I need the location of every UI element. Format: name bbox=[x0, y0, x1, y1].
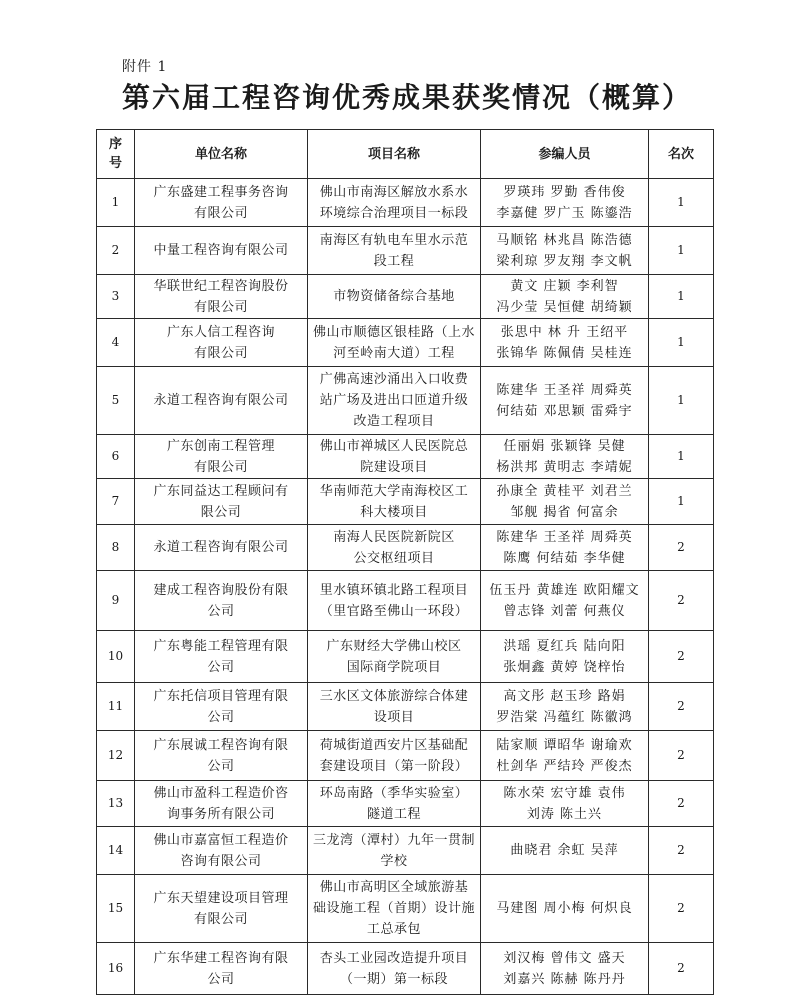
table-row bbox=[97, 319, 714, 367]
cell-unit: 广东盛建工程事务咨询 有限公司 bbox=[135, 179, 308, 227]
cell-no: 2 bbox=[97, 227, 135, 275]
table-body bbox=[97, 179, 714, 995]
table-row bbox=[97, 571, 714, 631]
cell-unit: 佛山市盈科工程造价咨 询事务所有限公司 bbox=[135, 781, 308, 827]
cell-rank: 2 bbox=[649, 683, 714, 731]
column-header-project: 项目名称 bbox=[308, 130, 481, 179]
cell-rank: 2 bbox=[649, 827, 714, 875]
cell-no: 9 bbox=[97, 571, 135, 631]
table-row bbox=[97, 435, 714, 479]
table-row bbox=[97, 683, 714, 731]
table-row bbox=[97, 731, 714, 781]
attachment-label: 附件 1 bbox=[122, 59, 168, 75]
cell-project: 三水区文体旅游综合体建 设项目 bbox=[308, 683, 481, 731]
cell-unit: 广东同益达工程顾问有 限公司 bbox=[135, 479, 308, 525]
cell-members: 高文彤 赵玉珍 路娟 罗浩棠 冯蕴红 陈徽鸿 bbox=[481, 683, 649, 731]
cell-project: 佛山市南海区解放水系水 环境综合治理项目一标段 bbox=[308, 179, 481, 227]
cell-no: 6 bbox=[97, 435, 135, 479]
cell-rank: 2 bbox=[649, 943, 714, 995]
column-header-rank: 名次 bbox=[649, 130, 714, 179]
cell-no: 5 bbox=[97, 367, 135, 435]
cell-members: 伍玉丹 黄雄连 欧阳耀文 曾志锋 刘蕾 何燕仪 bbox=[481, 571, 649, 631]
table-row bbox=[97, 179, 714, 227]
cell-unit: 佛山市嘉富恒工程造价 咨询有限公司 bbox=[135, 827, 308, 875]
cell-unit: 广东展诚工程咨询有限 公司 bbox=[135, 731, 308, 781]
cell-project: 杏头工业园改造提升项目 （一期）第一标段 bbox=[308, 943, 481, 995]
cell-project: 三龙湾（潭村）九年一贯制 学校 bbox=[308, 827, 481, 875]
cell-no: 1 bbox=[97, 179, 135, 227]
cell-unit: 广东粤能工程管理有限 公司 bbox=[135, 631, 308, 683]
cell-unit: 广东创南工程管理 有限公司 bbox=[135, 435, 308, 479]
table-row bbox=[97, 781, 714, 827]
cell-unit: 华联世纪工程咨询股份 有限公司 bbox=[135, 275, 308, 319]
cell-rank: 2 bbox=[649, 731, 714, 781]
cell-project: 荷城街道西安片区基础配 套建设项目（第一阶段） bbox=[308, 731, 481, 781]
cell-rank: 1 bbox=[649, 275, 714, 319]
table-header-row bbox=[97, 130, 714, 179]
cell-no: 14 bbox=[97, 827, 135, 875]
cell-project: 佛山市高明区全域旅游基 础设施工程（首期）设计施 工总承包 bbox=[308, 875, 481, 943]
cell-members: 陈建华 王圣祥 周舜英 陈鹰 何结茹 李华健 bbox=[481, 525, 649, 571]
cell-rank: 2 bbox=[649, 875, 714, 943]
cell-members: 马顺铭 林兆昌 陈浩德 梁利琼 罗友翔 李文帆 bbox=[481, 227, 649, 275]
cell-project: 南海区有轨电车里水示范 段工程 bbox=[308, 227, 481, 275]
cell-unit: 中量工程咨询有限公司 bbox=[135, 227, 308, 275]
cell-no: 16 bbox=[97, 943, 135, 995]
cell-members: 刘汉梅 曾伟文 盛天 刘嘉兴 陈赫 陈丹丹 bbox=[481, 943, 649, 995]
table-row bbox=[97, 479, 714, 525]
table-row bbox=[97, 367, 714, 435]
cell-rank: 1 bbox=[649, 367, 714, 435]
cell-no: 10 bbox=[97, 631, 135, 683]
cell-unit: 广东人信工程咨询 有限公司 bbox=[135, 319, 308, 367]
table-row bbox=[97, 227, 714, 275]
cell-members: 陈建华 王圣祥 周舜英 何结茹 邓思颖 雷舜宇 bbox=[481, 367, 649, 435]
cell-unit: 广东天望建设项目管理 有限公司 bbox=[135, 875, 308, 943]
cell-project: 南海人民医院新院区 公交枢纽项目 bbox=[308, 525, 481, 571]
cell-project: 环岛南路（季华实验室） 隧道工程 bbox=[308, 781, 481, 827]
cell-no: 15 bbox=[97, 875, 135, 943]
cell-rank: 2 bbox=[649, 781, 714, 827]
cell-members: 罗瑛玮 罗勤 香伟俊 李嘉健 罗广玉 陈鎏浩 bbox=[481, 179, 649, 227]
cell-no: 3 bbox=[97, 275, 135, 319]
cell-members: 陆家顺 谭昭华 谢瑜欢 杜剑华 严结玲 严俊杰 bbox=[481, 731, 649, 781]
table-row bbox=[97, 943, 714, 995]
table-row bbox=[97, 875, 714, 943]
cell-project: 里水镇环镇北路工程项目 （里官路至佛山一环段） bbox=[308, 571, 481, 631]
cell-rank: 2 bbox=[649, 571, 714, 631]
cell-rank: 2 bbox=[649, 631, 714, 683]
cell-unit: 广东托信项目管理有限 公司 bbox=[135, 683, 308, 731]
cell-members: 洪瑶 夏红兵 陆向阳 张炯鑫 黄婷 饶梓怡 bbox=[481, 631, 649, 683]
cell-rank: 1 bbox=[649, 227, 714, 275]
cell-members: 黄文 庄颖 李利智 冯少莹 吴恒健 胡绮颖 bbox=[481, 275, 649, 319]
page-title: 第六届工程咨询优秀成果获奖情况（概算） bbox=[122, 81, 693, 114]
cell-no: 12 bbox=[97, 731, 135, 781]
column-header-no: 序 号 bbox=[97, 130, 135, 179]
cell-members: 马建图 周小梅 何炽良 bbox=[481, 875, 649, 943]
cell-unit: 永道工程咨询有限公司 bbox=[135, 525, 308, 571]
cell-members: 陈水荣 宏守雄 袁伟 刘涛 陈土兴 bbox=[481, 781, 649, 827]
cell-unit: 永道工程咨询有限公司 bbox=[135, 367, 308, 435]
column-header-unit: 单位名称 bbox=[135, 130, 308, 179]
cell-members: 孙康全 黄桂平 刘君兰 邹舰 揭省 何富余 bbox=[481, 479, 649, 525]
awards-table bbox=[96, 129, 714, 995]
cell-rank: 1 bbox=[649, 479, 714, 525]
cell-rank: 2 bbox=[649, 525, 714, 571]
cell-unit: 广东华建工程咨询有限 公司 bbox=[135, 943, 308, 995]
cell-rank: 1 bbox=[649, 179, 714, 227]
cell-no: 8 bbox=[97, 525, 135, 571]
table-row bbox=[97, 827, 714, 875]
cell-unit: 建成工程咨询股份有限 公司 bbox=[135, 571, 308, 631]
cell-project: 广东财经大学佛山校区 国际商学院项目 bbox=[308, 631, 481, 683]
cell-rank: 1 bbox=[649, 319, 714, 367]
cell-no: 7 bbox=[97, 479, 135, 525]
cell-no: 13 bbox=[97, 781, 135, 827]
cell-project: 佛山市禅城区人民医院总 院建设项目 bbox=[308, 435, 481, 479]
table-row bbox=[97, 525, 714, 571]
table-row bbox=[97, 631, 714, 683]
cell-members: 曲晓君 余虹 吴萍 bbox=[481, 827, 649, 875]
cell-no: 4 bbox=[97, 319, 135, 367]
cell-project: 佛山市顺德区银桂路（上水 河至岭南大道）工程 bbox=[308, 319, 481, 367]
column-header-members: 参编人员 bbox=[481, 130, 649, 179]
cell-project: 广佛高速沙涌出入口收费 站广场及进出口匝道升级 改造工程项目 bbox=[308, 367, 481, 435]
cell-project: 市物资储备综合基地 bbox=[308, 275, 481, 319]
cell-rank: 1 bbox=[649, 435, 714, 479]
cell-members: 任丽娟 张颖锋 吴健 杨洪邦 黄明志 李靖妮 bbox=[481, 435, 649, 479]
table-row bbox=[97, 275, 714, 319]
cell-no: 11 bbox=[97, 683, 135, 731]
cell-project: 华南师范大学南海校区工 科大楼项目 bbox=[308, 479, 481, 525]
cell-members: 张思中 林 升 王绍平 张锦华 陈佩倩 吴桂连 bbox=[481, 319, 649, 367]
